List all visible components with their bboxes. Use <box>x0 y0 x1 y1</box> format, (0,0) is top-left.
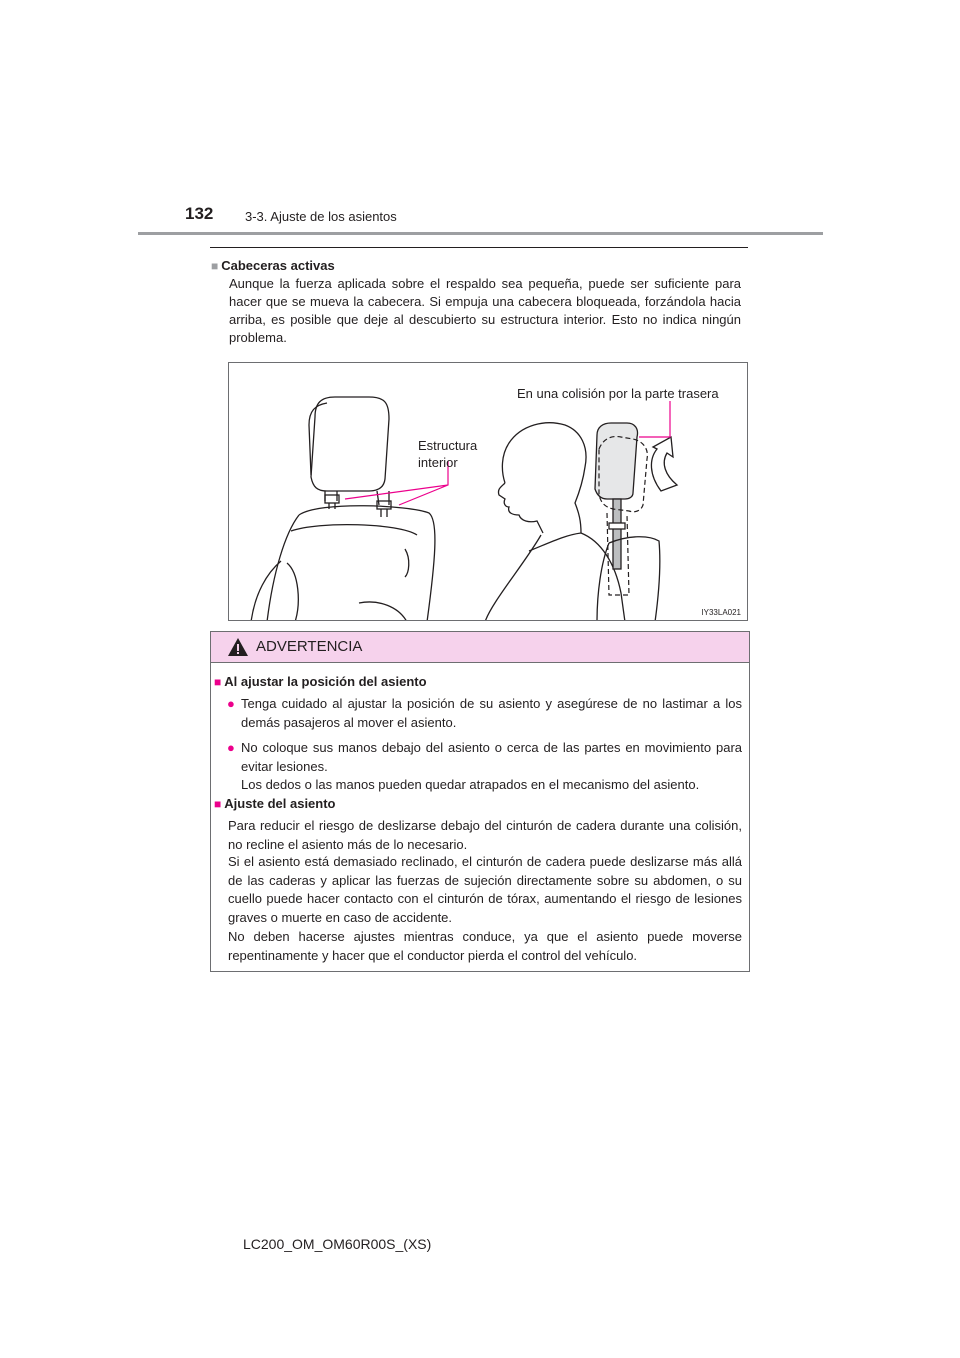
topic-body: Aunque la fuerza aplicada sobre el respaldo sea pequeña, puede ser suficiente para hacer que se mueva la cabecera. Si empuja una cabecera bloqueada, forzándola hacia arriba, es posible que deje al descubierto su estructura interior. Esto no indica ningún problema. <box>229 276 741 345</box>
bullet-dot-icon: ● <box>227 696 235 711</box>
topic-title-text: Cabeceras activas <box>221 258 335 273</box>
divider <box>210 247 748 248</box>
headrest-illustration <box>228 362 748 621</box>
label-line-1: Estructura <box>418 438 478 453</box>
warning-paragraph-1: Para reducir el riesgo de deslizarse debajo del cinturón de cadera durante una colisión, no recline el asiento más de lo necesario. <box>228 818 742 852</box>
header-rule <box>138 232 823 235</box>
up-arrow-icon <box>651 437 677 491</box>
seat-left <box>251 397 435 621</box>
warning-paragraph-3: No deben hacerse ajustes mientras conduce, ya que el asiento puede moverse repentinamente y hacer que el conductor pierda el control del vehículo. <box>228 929 742 963</box>
seat-right <box>595 423 660 621</box>
topic-title <box>211 257 741 275</box>
warning-header <box>211 632 749 663</box>
section-header: 3-3. Ajuste de los asientos <box>245 209 397 224</box>
topic-active-headrests <box>211 257 741 347</box>
footer-code: LC200_OM_OM60R00S_(XS) <box>243 1236 432 1252</box>
bullet-dot-icon: ● <box>227 740 235 755</box>
page-number: 132 <box>185 204 214 223</box>
square-bullet-icon: ■ <box>211 259 219 273</box>
warning-triangle-icon <box>227 637 249 657</box>
warning-title: ADVERTENCIA <box>256 638 363 655</box>
square-bullet-icon: ■ <box>214 797 222 811</box>
warning-bullet-1 <box>227 695 742 732</box>
label-interior-structure <box>418 437 477 471</box>
warning-bullet-2 <box>227 739 742 795</box>
label-line-2: interior <box>418 455 458 470</box>
figure-code: IY33LA021 <box>701 608 741 617</box>
section-title: Ajuste del asiento <box>224 796 336 811</box>
bullet-text: No coloque sus manos debajo del asiento o cerca de las partes en movimiento para evitar lesiones. <box>241 740 742 774</box>
bullet-text-continued: Los dedos o las manos pueden quedar atrapados en el mecanismo del asiento. <box>241 777 700 792</box>
warning-box <box>210 631 750 972</box>
warning-section-seat-adjustment <box>214 795 336 814</box>
square-bullet-icon: ■ <box>214 675 222 689</box>
warning-paragraph-2: Si el asiento está demasiado reclinado, el cinturón de cadera puede deslizarse más allá de las caderas y aplicar las fuerzas de sujeción directamente sobre su abdomen, o su cuello puede hacer contacto con el cinturón de tórax, aumentando el riesgo de lesiones graves o muerte en caso de accidente. <box>228 854 742 925</box>
label-rear-collision: En una colisión por la parte trasera <box>517 386 719 401</box>
warning-section-seat-position <box>214 673 427 692</box>
section-title: Al ajustar la posición del asiento <box>224 674 427 689</box>
bullet-text: Tenga cuidado al ajustar la posición de su asiento y asegúrese de no lastimar a los demás pasajeros al mover el asiento. <box>241 696 742 730</box>
